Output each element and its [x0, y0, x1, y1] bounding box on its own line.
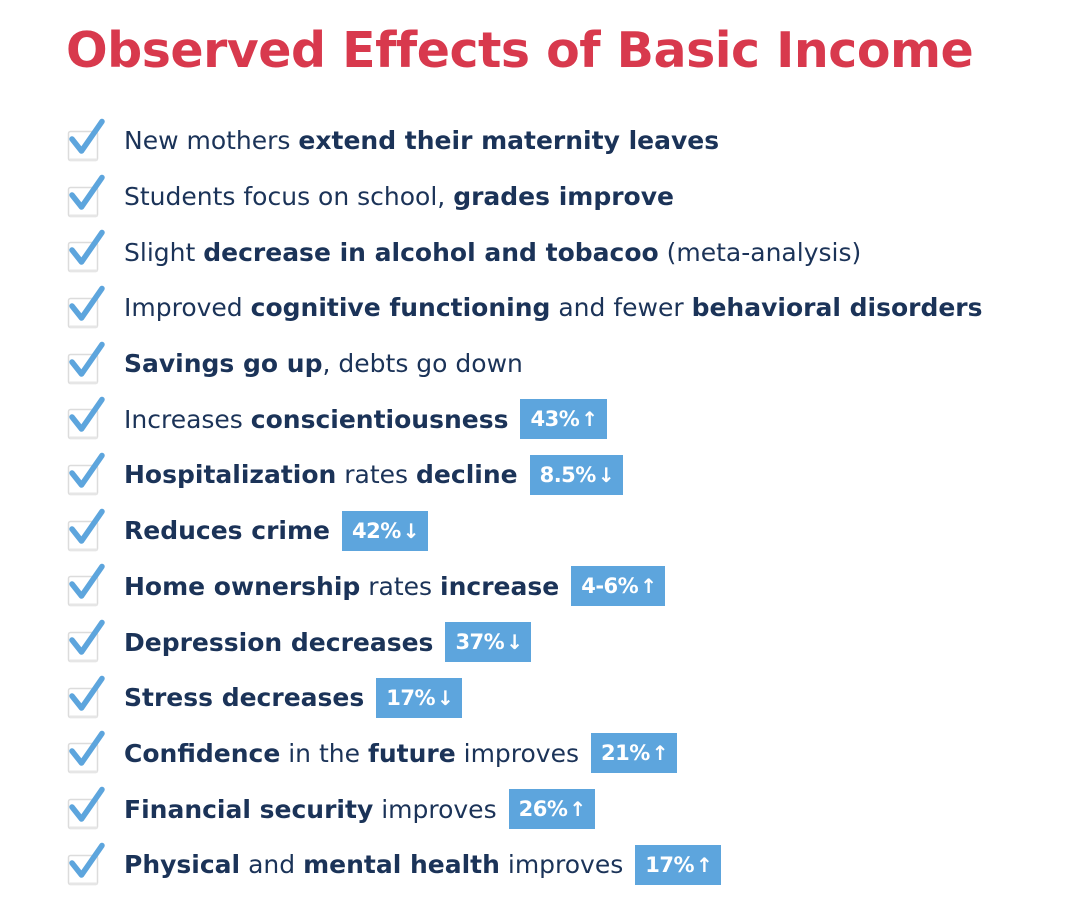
stat-value: 4-6%: [581, 574, 639, 599]
stat-value: 8.5%: [539, 462, 596, 487]
item-text: [124, 850, 624, 880]
item-text: [124, 126, 720, 156]
item-text-bold: cognitive functioning: [250, 293, 551, 323]
stat-badge: [342, 511, 428, 551]
effects-list: [66, 113, 983, 893]
arrow-down-icon: ↓: [402, 518, 420, 543]
stat-value: 26%: [518, 797, 568, 822]
stat-value: 17%: [645, 852, 695, 877]
item-text-bold: Home ownership: [124, 571, 361, 601]
item-text-regular: improves: [499, 850, 624, 880]
checkmark-icon: [66, 562, 106, 610]
item-text-bold: increase: [440, 571, 560, 601]
list-item: [66, 559, 983, 615]
stat-badge: [509, 789, 595, 829]
item-text: [124, 794, 497, 824]
stat-value: 43%: [530, 407, 580, 432]
list-item: [66, 726, 983, 782]
item-text: [124, 404, 509, 434]
checkmark-icon: [66, 340, 106, 388]
item-text-bold: behavioral disorders: [691, 293, 983, 323]
stat-value: 42%: [351, 518, 401, 543]
checkmark-icon: [66, 674, 106, 722]
item-text: [124, 349, 523, 379]
arrow-down-icon: ↓: [437, 685, 454, 710]
list-item: [66, 447, 983, 503]
item-text: [124, 182, 674, 212]
checkmark-icon: [66, 729, 106, 777]
list-item: [66, 391, 983, 447]
checkmark-icon: [66, 507, 106, 555]
stat-badge: [591, 733, 677, 773]
checkmark-icon: [66, 117, 106, 165]
list-item: [66, 781, 983, 837]
stat-value: 21%: [601, 741, 650, 766]
arrow-up-icon: ↑: [696, 852, 713, 877]
checkmark-icon: [66, 451, 106, 499]
arrow-up-icon: ↑: [581, 407, 598, 432]
checkmark-icon: [66, 173, 106, 221]
item-text-bold: Depression decreases: [124, 627, 434, 657]
checkmark-icon: [66, 228, 106, 276]
item-text-regular: Improved: [124, 293, 251, 323]
item-text-bold: Hospitalization: [124, 460, 337, 490]
list-item: [66, 837, 983, 893]
item-text: [124, 237, 862, 267]
item-text-bold: Physical: [124, 850, 241, 880]
item-text-regular: rates: [336, 460, 417, 490]
item-text-bold: Savings go up: [124, 349, 323, 379]
arrow-up-icon: ↑: [569, 797, 586, 822]
item-text-bold: decline: [416, 460, 518, 490]
item-text-regular: New mothers: [124, 126, 299, 156]
arrow-down-icon: ↓: [506, 630, 523, 655]
list-item: [66, 280, 983, 336]
arrow-down-icon: ↓: [597, 462, 615, 487]
item-text: [124, 627, 434, 657]
arrow-up-icon: ↑: [651, 741, 669, 766]
item-text-regular: , debts go down: [322, 349, 523, 379]
stat-value: 17%: [386, 685, 436, 710]
item-text-bold: Stress decreases: [124, 683, 365, 713]
item-text-bold: Reduces crime: [124, 516, 330, 546]
item-text-bold: grades improve: [453, 182, 674, 212]
item-text: [124, 571, 560, 601]
stat-badge: [520, 399, 606, 439]
item-text-bold: extend their maternity leaves: [298, 126, 720, 156]
stat-badge: [530, 455, 624, 495]
list-item: [66, 169, 983, 225]
arrow-up-icon: ↑: [640, 574, 657, 599]
list-item: [66, 336, 983, 392]
stat-badge: [571, 566, 665, 606]
item-text-regular: and fewer: [550, 293, 692, 323]
item-text: [124, 293, 983, 323]
item-text-regular: and: [240, 850, 304, 880]
item-text: [124, 460, 518, 490]
item-text-regular: Students focus on school,: [124, 182, 454, 212]
list-item: [66, 670, 983, 726]
list-item: [66, 614, 983, 670]
item-text-regular: Increases: [124, 404, 251, 434]
item-text-regular: Slight: [124, 237, 204, 267]
stat-badge: [635, 845, 721, 885]
list-item: [66, 113, 983, 169]
item-text-regular: (meta-analysis): [658, 237, 862, 267]
item-text-bold: mental health: [303, 850, 500, 880]
item-text: [124, 683, 365, 713]
checkmark-icon: [66, 785, 106, 833]
item-text-bold: Confidence: [124, 738, 281, 768]
list-item: [66, 503, 983, 559]
item-text-bold: Financial security: [124, 794, 374, 824]
item-text-regular: in the: [280, 738, 368, 768]
checkmark-icon: [66, 841, 106, 889]
checkmark-icon: [66, 618, 106, 666]
stat-value: 37%: [455, 630, 505, 655]
item-text: [124, 516, 330, 546]
item-text-regular: rates: [360, 571, 441, 601]
item-text-bold: conscientiousness: [250, 404, 509, 434]
checkmark-icon: [66, 395, 106, 443]
item-text-bold: decrease in alcohol and tobacoo: [203, 237, 659, 267]
item-text-regular: improves: [455, 738, 580, 768]
item-text-bold: future: [367, 738, 456, 768]
item-text-regular: improves: [373, 794, 497, 824]
stat-badge: [445, 622, 531, 662]
page-title: Observed Effects of Basic Income: [66, 22, 974, 79]
stat-badge: [376, 678, 462, 718]
item-text: [124, 738, 580, 768]
list-item: [66, 224, 983, 280]
checkmark-icon: [66, 284, 106, 332]
